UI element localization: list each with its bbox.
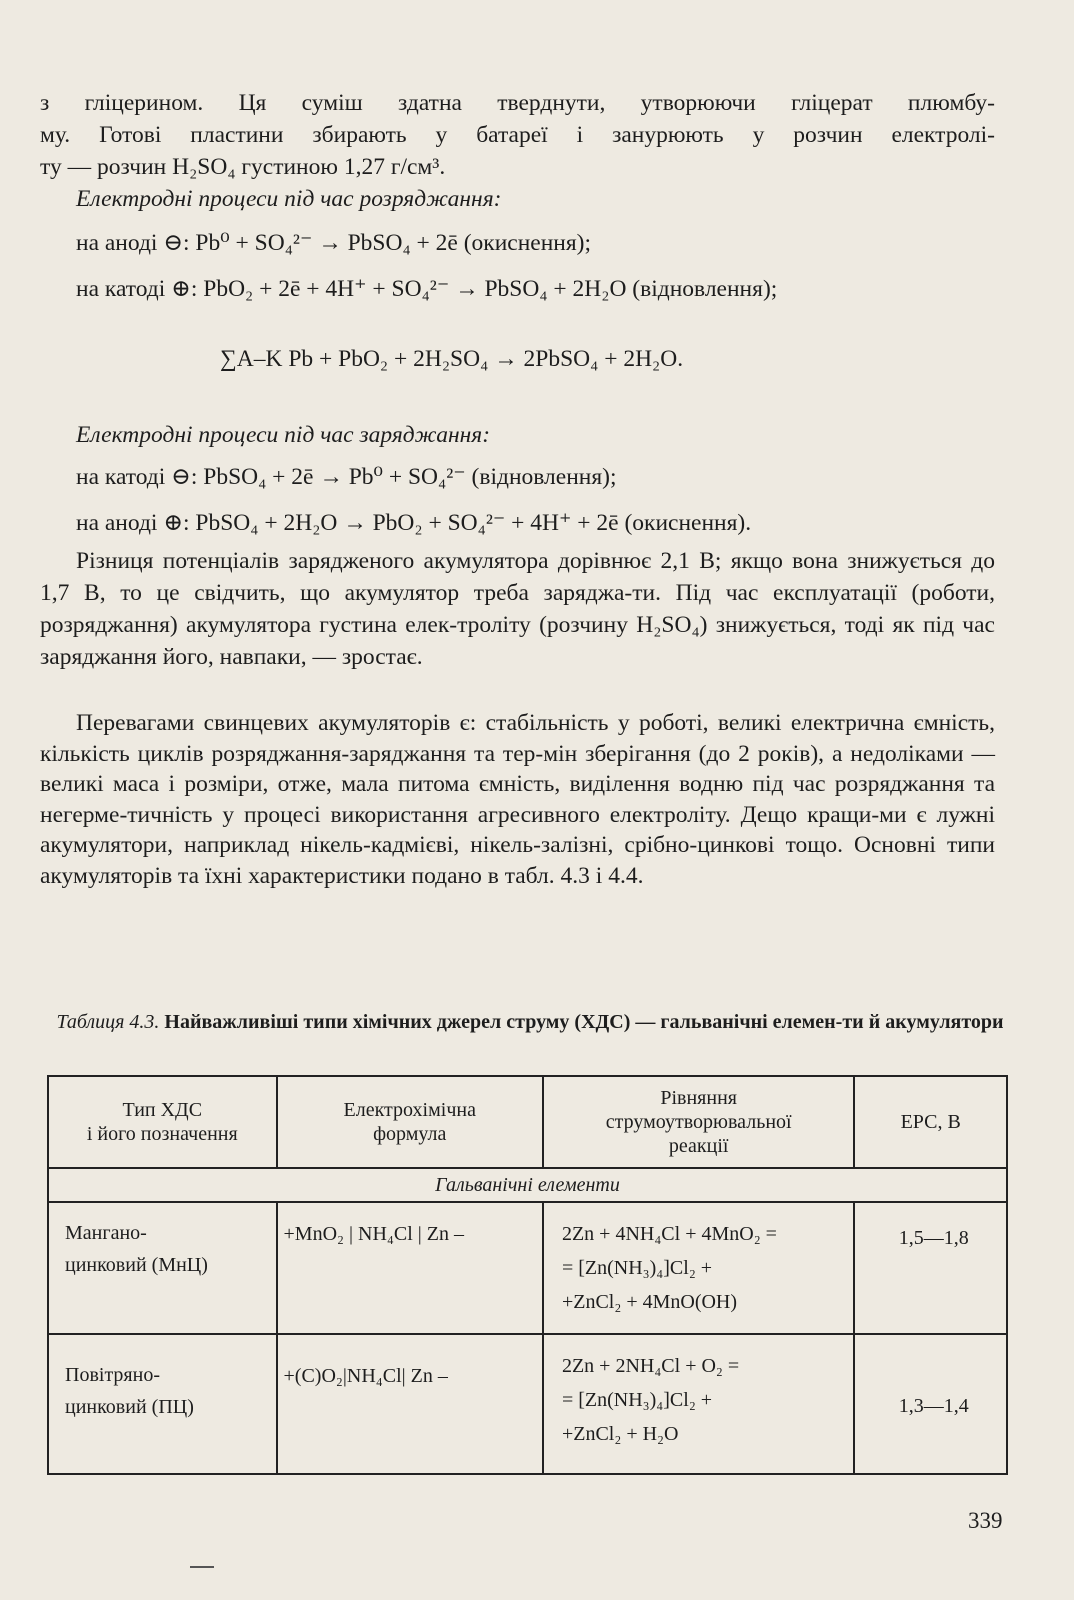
reaction-line: 2Zn + 2NH₄Cl + O₂ = [561, 1355, 740, 1377]
discharge-anode-equation: на аноді ⊖: Pb⁰ + SO₄²⁻ → PbSO₄ + 2ē (окиснення); [76, 230, 592, 256]
cell-reaction [543, 1334, 854, 1474]
table-caption-label: Таблиця 4.3. [56, 1011, 160, 1033]
table-row [48, 1202, 1007, 1334]
header-reaction: Рівняння струмоутворювальної реакції [543, 1076, 854, 1168]
intro-line-3: ту — розчин H₂SO₄ густиною 1,27 г/см³. [40, 154, 446, 180]
charge-anode-equation: на аноді ⊕: PbSO₄ + 2H₂O → PbO₂ + SO₄²⁻ + 4H⁺ + 2ē (окиснення). [76, 510, 752, 536]
table-caption [50, 1010, 1010, 1035]
cell-reaction [543, 1202, 854, 1334]
pencil-mark [190, 1566, 214, 1568]
discharge-heading: Електродні процеси під час розряджання: [76, 186, 502, 212]
cell-emf: 1,5—1,8 [854, 1202, 1007, 1334]
charge-cathode-equation: на катоді ⊖: PbSO₄ + 2ē → Pb⁰ + SO₄²⁻ (відновлення); [76, 464, 617, 490]
header-formula: Електрохімічна формула [277, 1076, 543, 1168]
table-header-row [48, 1076, 1007, 1168]
discharge-cathode-equation: на катоді ⊕: PbO₂ + 2ē + 4H⁺ + SO₄²⁻ → PbSO₄ + 2H₂O (відновлення); [76, 276, 778, 302]
reaction-line: +ZnCl₂ + H₂O [561, 1423, 679, 1445]
overall-reaction-equation: ∑A–K Pb + PbO₂ + 2H₂SO₄ → 2PbSO₄ + 2H₂O. [220, 346, 684, 372]
cell-formula: +(C)O₂|NH₄Cl| Zn – [277, 1334, 543, 1474]
header-type: Тип ХДС і його позначення [48, 1076, 277, 1168]
reaction-line: 2Zn + 4NH₄Cl + 4MnO₂ = [561, 1223, 777, 1245]
page-number: 339 [968, 1508, 1003, 1533]
intro-line-1: з гліцерином. Ця суміш здатна тверднути, утворюючи гліцерат плюмбу- [40, 90, 995, 116]
table-row [48, 1334, 1007, 1474]
paragraph-voltage: Різниця потенціалів зарядженого акумулятора дорівнює 2,1 В; якщо вона знижується до 1,7 В, то це свідчить, що акумулятор треба заряджа-ти. Під час експлуатації (роботи, розряджання) акумулятора густина елек-троліту (розчину H₂SO₄) знижується, тоді як під час заряджання його, навпаки, — зростає. [40, 548, 995, 670]
reaction-line: +ZnCl₂ + 4MnO(OH) [561, 1291, 738, 1313]
cell-emf: 1,3—1,4 [854, 1334, 1007, 1474]
reaction-line: = [Zn(NH₃)₄]Cl₂ + [561, 1257, 713, 1279]
paragraph-advantages: Перевагами свинцевих акумуляторів є: стабільність у роботі, великі електрична ємність, кількість циклів розряджання-заряджання та тер-мін зберігання (до 2 років), а недоліками — великі маса і розміри, отже, мала питома ємність, виділення водню під час розряджання та негерме-тичність у процесі використання агресивного електроліту. Дещо кращи-ми є лужні акумулятори, наприклад нікель-кадмієві, нікель-залізні, срібно-цинкові тощо. Основні типи акумуляторів та їхні характеристики подано в табл. 4.3 і 4.4. [40, 710, 995, 889]
charge-heading: Електродні процеси під час заряджання: [76, 422, 491, 448]
intro-line-2: му. Готові пластини збирають у батареї і занурюють у розчин електролі- [40, 122, 995, 148]
cell-type: Мангано- цинковий (МнЦ) [48, 1202, 277, 1334]
hds-table [47, 1075, 1008, 1475]
section-galvanic: Гальванічні елементи [48, 1168, 1007, 1202]
cell-type: Повітряно- цинковий (ПЦ) [48, 1334, 277, 1474]
cell-formula: +MnO₂ | NH₄Cl | Zn – [277, 1202, 543, 1334]
reaction-line: = [Zn(NH₃)₄]Cl₂ + [561, 1389, 713, 1411]
table-caption-title: Найважливіші типи хімічних джерел струму (ХДС) — гальванічні елемен-ти й акумулятори [164, 1011, 1004, 1033]
header-emf: ЕРС, В [854, 1076, 1007, 1168]
table-section-row [48, 1168, 1007, 1202]
